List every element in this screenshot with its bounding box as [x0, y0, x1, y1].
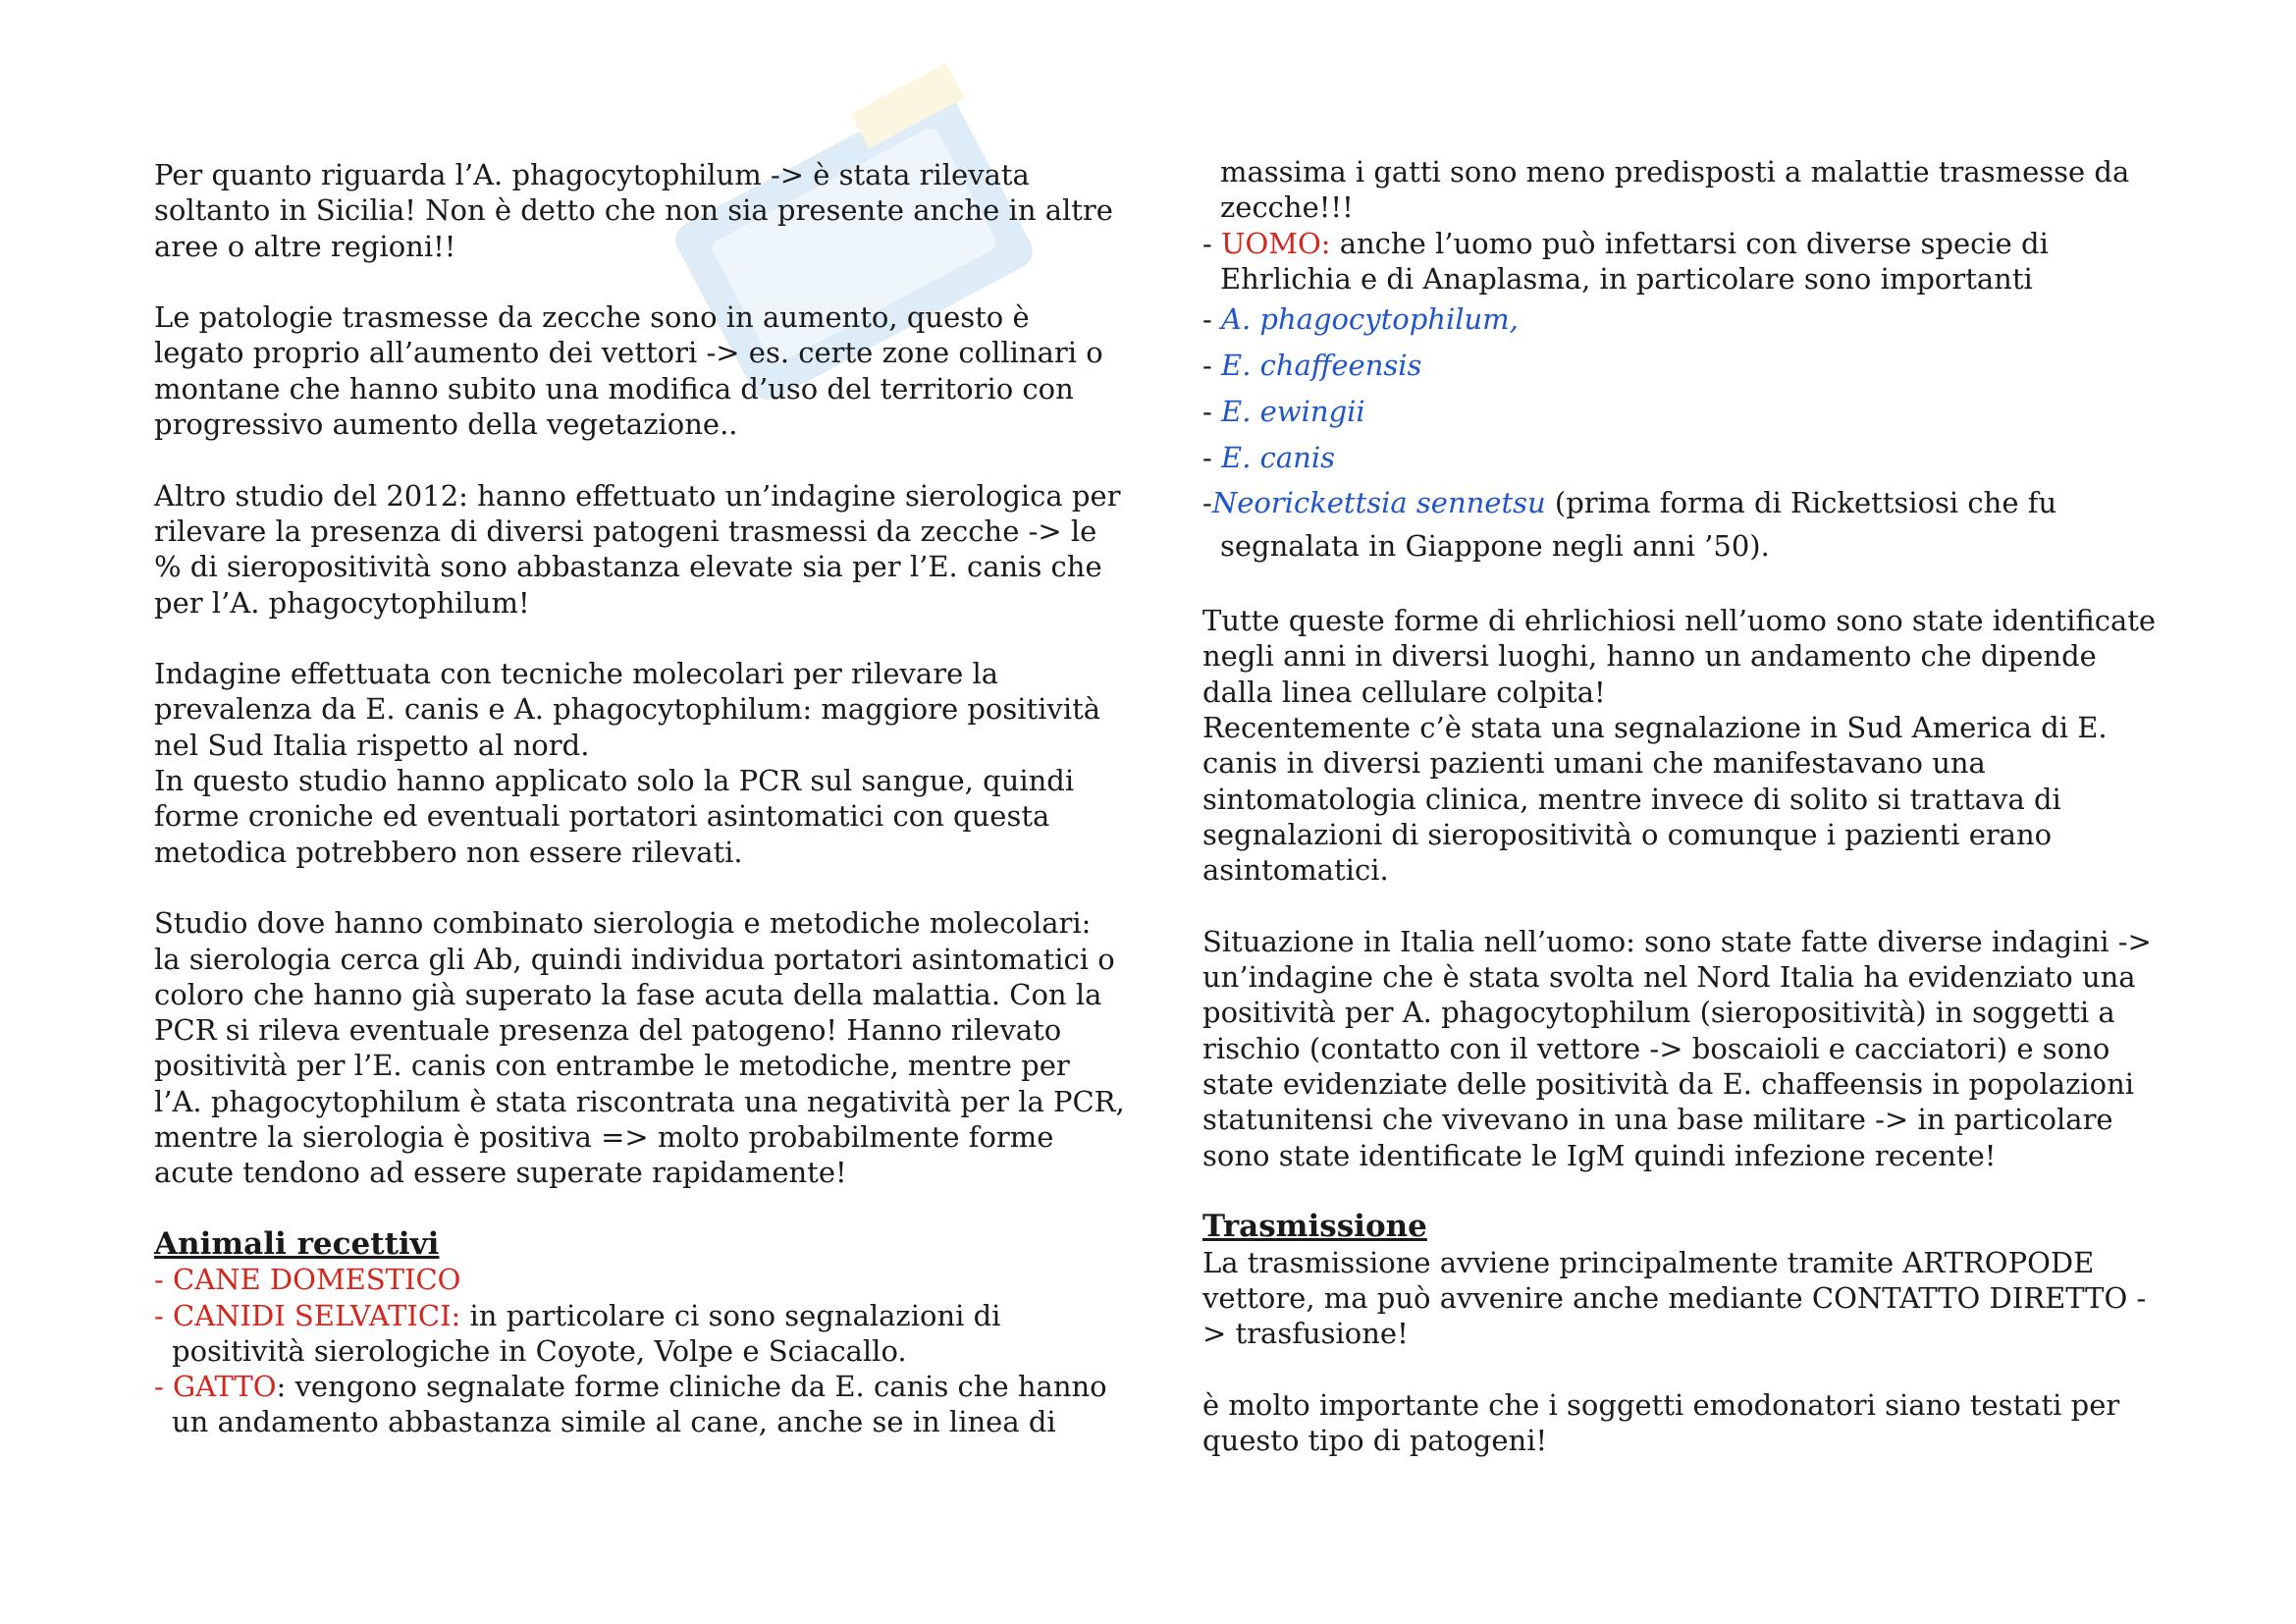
- human-list: [1202, 226, 2169, 298]
- species-name: A. phagocytophilum,: [1221, 302, 1519, 337]
- uomo-text: anche l’uomo può infettarsi con diverse specie di Ehrlichia e di Anaplasma, in particolare sono importanti: [1220, 226, 2049, 296]
- species-item: - E. chaffeensis: [1202, 349, 1422, 383]
- uomo-label: UOMO:: [1221, 226, 1331, 260]
- species-item: -Neorickettsia sennetsu (prima forma di Rickettsiosi che fu segnalata in Giappone negli anni ’50).: [1202, 486, 2057, 564]
- species-name: E. chaffeensis: [1221, 349, 1422, 383]
- section-heading-animali: Animali recettivi: [154, 1225, 440, 1262]
- list-item: [154, 1262, 1126, 1297]
- species-item: - A. phagocytophilum,: [1202, 302, 1519, 337]
- list-item: - UOMO: anche l’uomo può infettarsi con diverse specie di Ehrlichia e di Anaplasma, in particolare sono importanti: [1202, 226, 2049, 296]
- paragraph: Tutte queste forme di ehrlichiosi nell’uomo sono state identificate negli anni in diversi luoghi, hanno un andamento che dipende dalla linea cellulare colpita!: [1202, 604, 2157, 709]
- left-column: [154, 157, 1126, 1440]
- paragraph: Situazione in Italia nell’uomo: sono state fatte diverse indagini -> un’indagine che è stata svolta nel Nord Italia ha evidenziato una positività per A. phagocytophilum (sieropositività) in soggetti a rischio (contatto con il vettore -> boscaioli e cacciatori) e sono state evidenziate delle positività da E. chaffeensis in popolazioni statunitensi che vivevano in una base militare -> in particolare sono state identificate le IgM quindi infezione recente!: [1202, 924, 2152, 1172]
- section-heading-trasmissione: Trasmissione: [1202, 1209, 1427, 1245]
- paragraph: Altro studio del 2012: hanno effettuato un’indagine sierologica per rilevare la presenza di diversi patogeni trasmessi da zecche -> le % di sieropositività sono abbastanza elevate sia per l’E. canis che per l’A. phagocytophilum!: [154, 478, 1121, 620]
- paragraph: Studio dove hanno combinato sierologia e metodiche molecolari: la sierologia cerca gli Ab, quindi individua portatori asintomatici o coloro che hanno già superato la fase acuta della malattia. Con la PCR si rileva eventuale presenza del patogeno! Hanno rilevato positività per l’E. canis con entrambe le metodiche, mentre per l’A. phagocytophilum è stata riscontrata una negatività per la PCR, mentre la sierologia è positiva => molto probabilmente forme acute tendono ad essere superate rapidamente!: [154, 906, 1125, 1190]
- species-list-last: [1202, 481, 2169, 568]
- species-name: E. canis: [1221, 441, 1336, 475]
- paragraph: Recentemente c’è stata una segnalazione in Sud America di E. canis in diversi pazienti umani che manifestavano una sintomatologia clinica, mentre invece di solito si trattava di segnalazioni di sieropositività o comunque i pazienti erano asintomatici.: [1202, 711, 2108, 888]
- species-name: E. ewingii: [1221, 395, 1365, 429]
- continued-text: massima i gatti sono meno predisposti a malattie trasmesse da zecche!!!: [1220, 155, 2130, 225]
- species-list: [1202, 297, 2169, 481]
- list-item-label: - GATTO: [154, 1370, 277, 1404]
- paragraph: La trasmissione avviene principalmente tramite ARTROPODE vettore, ma può avvenire anche mediante CONTATTO DIRETTO -> trasfusione!: [1202, 1245, 2147, 1351]
- species-item: - E. ewingii: [1202, 395, 1365, 429]
- paragraph: è molto importante che i soggetti emodonatori siano testati per questo tipo di patogeni!: [1202, 1387, 2120, 1458]
- species-note: (prima forma di Rickettsiosi che fu segnalata in Giappone negli anni ’50).: [1220, 486, 2057, 564]
- paragraph: Le patologie trasmesse da zecche sono in aumento, questo è legato proprio all’aumento dei vettori -> es. certe zone collinari o montane che hanno subito una modifica d’uso del territorio con progressivo aumento della vegetazione..: [154, 300, 1103, 442]
- list-item-label: - CANE DOMESTICO: [154, 1263, 461, 1297]
- paragraph: In questo studio hanno applicato solo la PCR sul sangue, quindi forme croniche ed eventuali portatori asintomatici con questa metodica potrebbero non essere rilevati.: [154, 764, 1075, 869]
- list-item-label: - CANIDI SELVATICI:: [154, 1298, 461, 1332]
- paragraph: Indagine effettuata con tecniche molecolari per rilevare la prevalenza da E. canis e A. phagocytophilum: maggiore positività nel Sud Italia rispetto al nord.: [154, 657, 1101, 762]
- right-column: [1202, 154, 2169, 1494]
- paragraph: Per quanto riguarda l’A. phagocytophilum -> è stata rilevata soltanto in Sicilia! Non è detto che non sia presente anche in altre aree o altre regioni!!: [154, 158, 1113, 263]
- list-item-text: in particolare ci sono segnalazioni di positività sierologiche in Coyote, Volpe e Sciacallo.: [172, 1298, 1001, 1368]
- animals-list: [154, 1262, 1126, 1439]
- list-item-text: : vengono segnalate forme cliniche da E. canis che hanno un andamento abbastanza simile al cane, anche se in linea di: [172, 1370, 1107, 1439]
- list-item: [154, 1298, 1126, 1370]
- list-item: [154, 1369, 1126, 1440]
- species-item: - E. canis: [1202, 441, 1336, 475]
- species-name: Neorickettsia sennetsu: [1211, 486, 1546, 520]
